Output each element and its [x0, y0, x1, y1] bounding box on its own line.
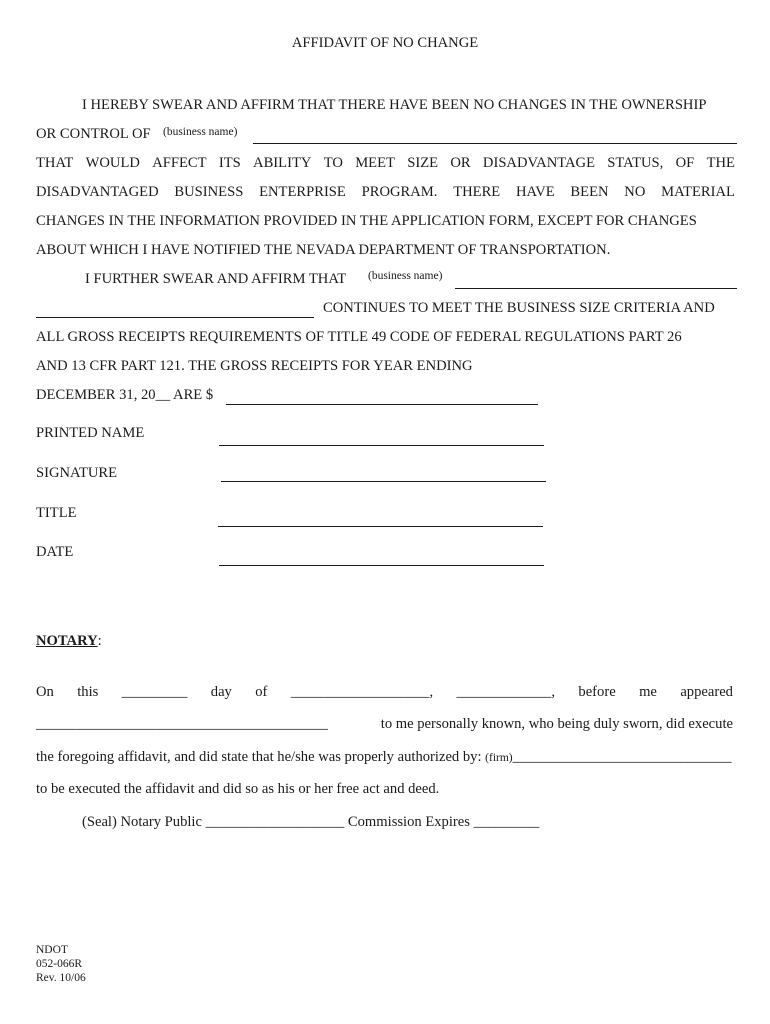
para2-line4: AND 13 CFR PART 121. THE GROSS RECEIPTS FOR YEAR ENDING	[36, 358, 473, 374]
notary-line3	[36, 750, 732, 765]
para1-line4-word: MATERIAL	[661, 184, 735, 200]
business-name-field-2a[interactable]	[455, 288, 737, 289]
business-name-field-2b[interactable]	[36, 317, 314, 318]
para1-line3-word: THE	[706, 155, 735, 171]
para1-line4-word: BUSINESS	[174, 184, 244, 200]
gross-receipts-field[interactable]	[226, 404, 538, 405]
signature-field[interactable]	[221, 481, 546, 482]
para1-line4-word: HAVE	[516, 184, 555, 200]
para1-line2-prefix: OR CONTROL OF	[36, 126, 151, 142]
firm-hint: (firm)	[485, 752, 513, 764]
notary-line2-text: to me personally known, who being duly sworn, did execute	[380, 716, 733, 732]
para1-line4-word: BEEN	[570, 184, 609, 200]
para1-line3-word: WOULD	[85, 155, 140, 171]
notary-before: before	[578, 684, 616, 700]
footer-revision: Rev. 10/06	[36, 972, 86, 984]
notary-day: day	[210, 684, 232, 700]
para1-line3-word: STATUS,	[607, 155, 664, 171]
notary-heading-text: NOTARY	[36, 633, 98, 649]
business-name-field-1[interactable]	[253, 143, 737, 144]
notary-heading	[36, 634, 102, 649]
notary-me: me	[639, 684, 657, 700]
para2-line1-prefix: I FURTHER SWEAR AND AFFIRM THAT	[85, 271, 347, 287]
notary-line1	[36, 685, 733, 700]
para1-line3-word: ITS	[218, 155, 241, 171]
footer-form-number: 052-066R	[36, 958, 82, 970]
para1-line3-word: OR	[450, 155, 471, 171]
notary-of: of	[255, 684, 268, 700]
para1-line1: I HEREBY SWEAR AND AFFIRM THAT THERE HAVE BEEN NO CHANGES IN THE OWNERSHIP	[82, 97, 707, 113]
notary-month-blank[interactable]: ___________________,	[290, 684, 434, 700]
notary-line3-text: the foregoing affidavit, and did state that he/she was properly authorized by:	[36, 749, 482, 765]
notary-line4: to be executed the affidavit and did so as his or her free act and deed.	[36, 781, 440, 797]
para1-line3-word: ABILITY	[253, 155, 312, 171]
firm-blank[interactable]: ______________________________	[512, 749, 732, 765]
para1-line3-word: TO	[323, 155, 343, 171]
para1-line4-word: PROGRAM.	[361, 184, 438, 200]
para2-line5-prefix: DECEMBER 31, 20__ ARE $	[36, 387, 214, 403]
notary-seal-line[interactable]: (Seal) Notary Public ___________________ Commission Expires _________	[82, 814, 540, 830]
para1-line3-word: OF	[675, 155, 695, 171]
printed-name-label: PRINTED NAME	[36, 425, 145, 441]
para1-line3-word: THAT	[36, 155, 74, 171]
notary-line2	[36, 717, 733, 732]
para1-line3-word: SIZE	[407, 155, 439, 171]
notary-year-blank[interactable]: _____________,	[456, 684, 556, 700]
document-title: AFFIDAVIT OF NO CHANGE	[291, 35, 479, 51]
para1-line3	[36, 156, 735, 171]
para1-line5: CHANGES IN THE INFORMATION PROVIDED IN THE APPLICATION FORM, EXCEPT FOR CHANGES	[36, 213, 697, 229]
printed-name-field[interactable]	[219, 445, 544, 446]
para1-line4-word: NO	[624, 184, 646, 200]
notary-heading-colon: :	[97, 633, 102, 649]
notary-on: On	[36, 684, 54, 700]
footer-org: NDOT	[36, 944, 68, 956]
signature-label: SIGNATURE	[36, 465, 118, 481]
notary-day-blank[interactable]: _________	[121, 684, 188, 700]
para2-line3: ALL GROSS RECEIPTS REQUIREMENTS OF TITLE 49 CODE OF FEDERAL REGULATIONS PART 26	[36, 329, 682, 345]
title-field[interactable]	[218, 526, 543, 527]
para1-line3-word: AFFECT	[152, 155, 207, 171]
notary-appeared: appeared	[680, 684, 733, 700]
para1-line4	[36, 185, 735, 200]
para1-line4-word: THERE	[453, 184, 501, 200]
form-footer	[36, 943, 86, 985]
date-field[interactable]	[219, 565, 544, 566]
para1-line4-word: DISADVANTAGED	[36, 184, 159, 200]
business-name-hint-1: (business name)	[163, 126, 238, 138]
notary-this: this	[77, 684, 99, 700]
title-label: TITLE	[36, 505, 77, 521]
para1-line3-word: MEET	[355, 155, 395, 171]
para2-line2-suffix: CONTINUES TO MEET THE BUSINESS SIZE CRITERIA AND	[323, 300, 715, 316]
date-label: DATE	[36, 544, 74, 560]
para1-line4-word: ENTERPRISE	[259, 184, 346, 200]
notary-appearer-blank[interactable]: ________________________________________	[36, 716, 328, 732]
business-name-hint-2: (business name)	[368, 270, 443, 282]
para1-line3-word: DISADVANTAGE	[482, 155, 595, 171]
para1-line6: ABOUT WHICH I HAVE NOTIFIED THE NEVADA DEPARTMENT OF TRANSPORTATION.	[36, 242, 611, 258]
